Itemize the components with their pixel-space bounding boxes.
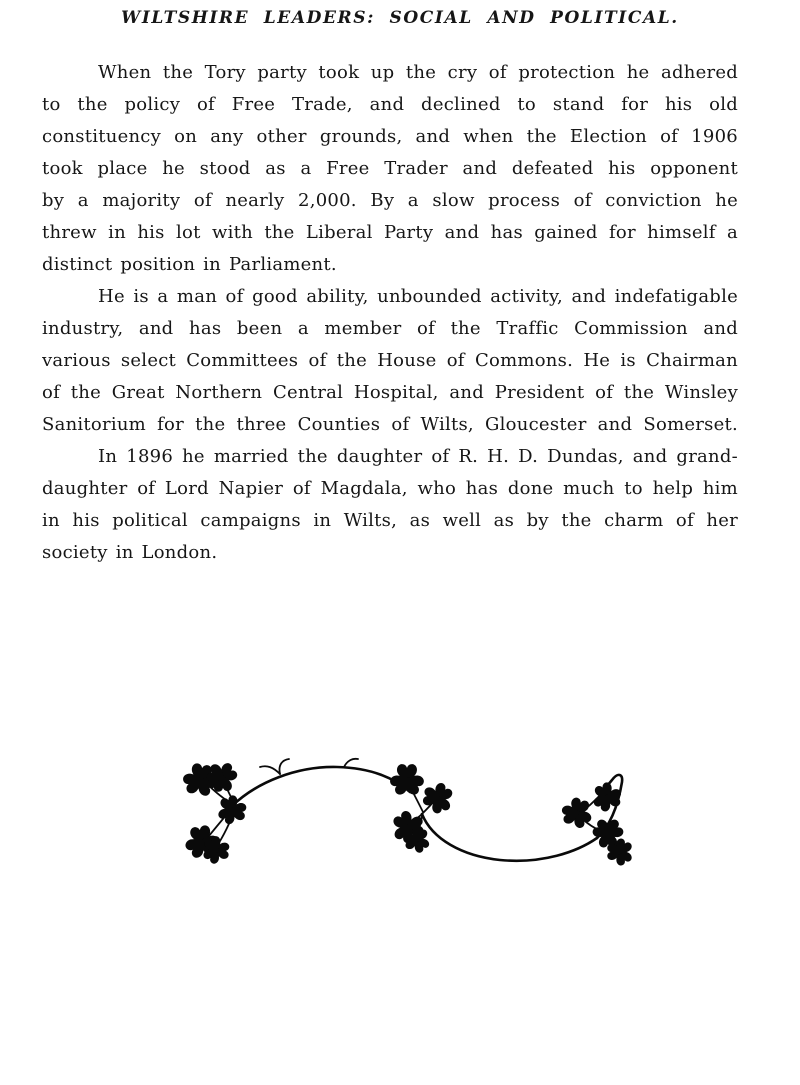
text-block: [42, 57, 738, 569]
text-line: took place he stood as a Free Trader and defeated his opponent: [42, 158, 738, 179]
text-line: threw in his lot with the Liberal Party and has gained for himself a: [42, 222, 738, 243]
clover-vine-ornament: [182, 754, 642, 872]
text-line: constituency on any other grounds, and when the Election of 1906: [42, 126, 738, 147]
text-line: various select Committees of the House of Commons. He is Chairman: [42, 350, 738, 371]
text-line: When the Tory party took up the cry of protection he adhered: [98, 62, 738, 83]
text-line: to the policy of Free Trade, and declined to stand for his old: [42, 94, 738, 115]
text-line: in his political campaigns in Wilts, as well as by the charm of her: [42, 510, 738, 531]
text-line: He is a man of good ability, unbounded activity, and indefatigable: [98, 286, 738, 307]
text-line: In 1896 he married the daughter of R. H. D. Dundas, and grand-: [98, 446, 738, 467]
text-line: of the Great Northern Central Hospital, and President of the Winsley: [42, 382, 738, 403]
text-line: society in London.: [42, 542, 218, 563]
text-line: Sanitorium for the three Counties of Wilts, Gloucester and Somerset.: [42, 414, 738, 435]
text-line: by a majority of nearly 2,000. By a slow process of conviction he: [42, 190, 738, 211]
text-line: industry, and has been a member of the Traffic Commission and: [42, 318, 738, 339]
text-line: distinct position in Parliament.: [42, 254, 337, 275]
text-line: daughter of Lord Napier of Magdala, who has done much to help him: [42, 478, 738, 499]
page-title: WILTSHIRE LEADERS: SOCIAL AND POLITICAL.: [121, 8, 679, 28]
